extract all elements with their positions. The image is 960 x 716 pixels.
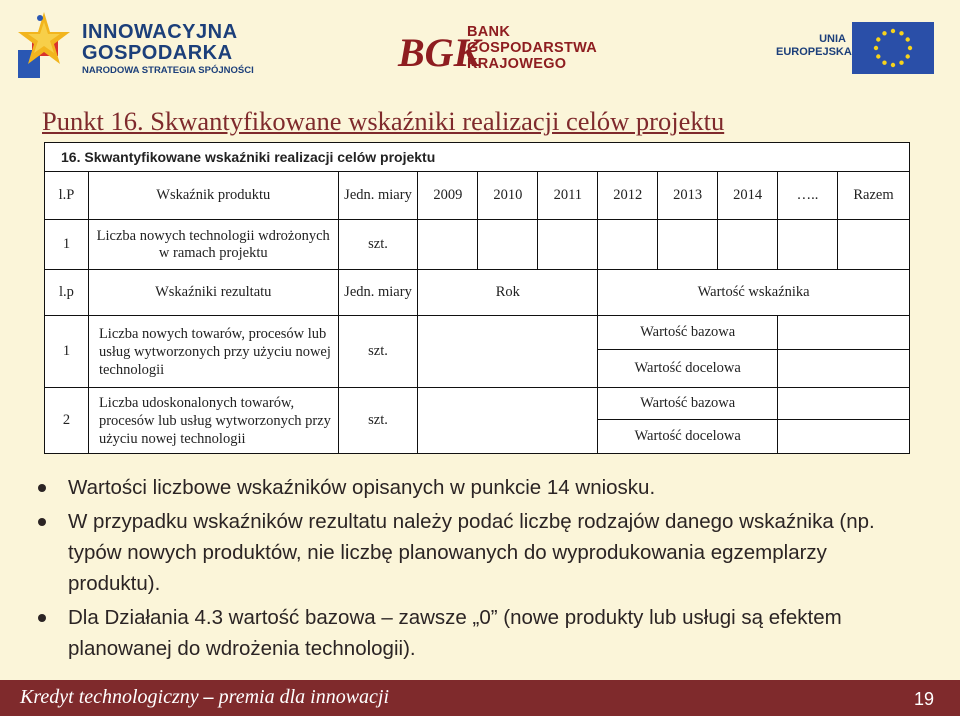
year-2013: 2013 [658,172,718,220]
row2-cell-2011[interactable] [538,220,598,270]
row2-name: Liczba nowych technologii wdrożonych w ramach projektu [88,220,338,270]
footer-dash: – [198,686,219,708]
year-2012: 2012 [598,172,658,220]
year-2010: 2010 [478,172,538,220]
row3-name: Wskaźniki rezultatu [88,270,338,316]
table-header: 16. Skwantyfikowane wskaźniki realizacji celów projektu [45,143,910,172]
page-title: Punkt 16. Skwantyfikowane wskaźniki realizacji celów projektu [42,106,725,136]
row5-lp: 2 [45,388,89,454]
row5-base-value[interactable] [778,388,910,420]
total-header: Razem [838,172,910,220]
bgk-line1: BANK [467,24,511,40]
bullet-text-3: Dla Działania 4.3 wartość bazowa – zawsze „0” (nowe produkty lub usługi są efektem planowanej do wdrożenia technologii). [68,606,842,660]
row2-cell-2010[interactable] [478,220,538,270]
bullet-item [38,602,918,664]
bullet-text-1: Wartości liczbowe wskaźników opisanych w punkcie 14 wniosku. [68,476,656,499]
row2-cell-2014[interactable] [718,220,778,270]
year-2011: 2011 [538,172,598,220]
row5-year-cell[interactable] [418,388,598,454]
footer-part1: Kredyt technologiczny [20,686,199,708]
row4-target-label: Wartość docelowa [598,350,778,388]
ig-line2: GOSPODARKA [82,42,233,64]
year-2009: 2009 [418,172,478,220]
ue-line1: UNIA [819,33,846,45]
value-header: Wartość wskaźnika [598,270,910,316]
row4-name: Liczba nowych towarów, procesów lub usług wytworzonych przy użyciu nowej technologii [88,316,338,388]
bullet-item [38,472,918,503]
row4-target-value[interactable] [778,350,910,388]
ue-line2: EUROPEJSKA [776,46,852,58]
innowacyjna-gospodarka-text [82,22,254,78]
unit-header: Jedn. miary [338,172,418,220]
row5-target-value[interactable] [778,420,910,454]
bgk-line3: KRAJOWEGO [467,56,567,72]
row5-unit: szt. [338,388,418,454]
row5-base-label: Wartość bazowa [598,388,778,420]
row4-unit: szt. [338,316,418,388]
row5-name: Liczba udoskonalonych towarów, procesów lub usług wytworzonych przy użyciu nowej technologii [88,388,338,454]
bullet-dot-icon [38,614,46,622]
bgk-text [467,24,597,72]
bullet-dot-icon [38,484,46,492]
row2-lp: 1 [45,220,89,270]
bullet-text-2: W przypadku wskaźników rezultatu należy podać liczbę rodzajów danego wskaźnika (np. typów nowych produktów, nie liczbę planowanych do wyprodukowania egzemplarzy produktu). [68,510,875,595]
row5-target-label: Wartość docelowa [598,420,778,454]
row2-cell-2013[interactable] [658,220,718,270]
row3-unit: Jedn. miary [338,270,418,316]
innowacyjna-gospodarka-logo-icon [14,10,78,86]
row3-lp: l.p [45,270,89,316]
row4-lp: 1 [45,316,89,388]
row2-cell-2009[interactable] [418,220,478,270]
row2-cell-total[interactable] [838,220,910,270]
ig-line3: NARODOWA STRATEGIA SPÓJNOŚCI [82,65,254,76]
rok-header: Rok [418,270,598,316]
bullet-dot-icon [38,518,46,526]
year-ellipsis: ….. [778,172,838,220]
bgk-monogram-text: BGK [398,30,481,75]
product-indicator-header: Wskaźnik produktu [88,172,338,220]
row4-base-value[interactable] [778,316,910,350]
page-number: 19 [914,689,935,709]
year-2014: 2014 [718,172,778,220]
ue-text [776,33,852,59]
eu-flag-icon [852,22,934,74]
row2-cell-ellipsis[interactable] [778,220,838,270]
bgk-line2: GOSPODARSTWA [467,40,598,56]
row4-year-cell[interactable] [418,316,598,388]
lp-header: l.P [45,172,89,220]
bgk-monogram-icon [396,26,481,75]
row2-unit: szt. [338,220,418,270]
row4-base-label: Wartość bazowa [598,316,778,350]
footer-text [20,686,389,709]
indicators-table [44,142,910,454]
row2-cell-2012[interactable] [598,220,658,270]
bullet-item [38,506,918,599]
ig-line1: INNOWACYJNA [82,21,238,43]
bullet-list [38,472,918,667]
footer-part2: premia dla innowacji [218,686,390,708]
